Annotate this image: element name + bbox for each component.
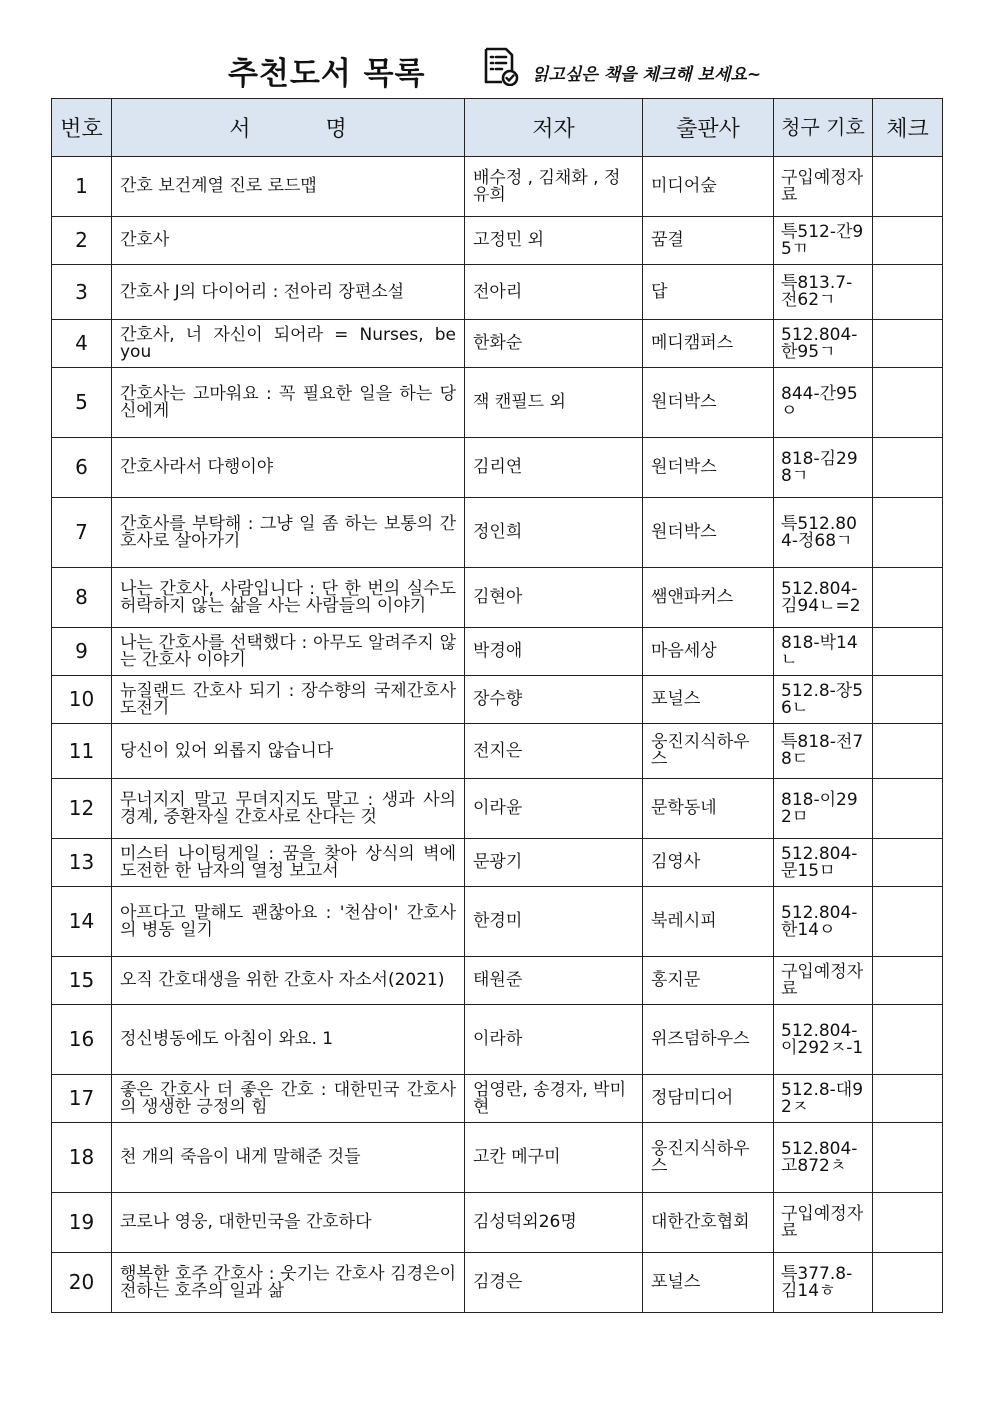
cell-author: 이라윤	[465, 779, 643, 839]
cell-title: 간호사, 너 자신이 되어라 = Nurses, be you	[112, 320, 465, 368]
cell-publisher: 답	[643, 265, 774, 320]
cell-number: 4	[52, 320, 112, 368]
cell-call-number: 512.804-김94ㄴ=2	[774, 568, 873, 628]
cell-author: 전지은	[465, 724, 643, 779]
cell-publisher: 원더박스	[643, 438, 774, 498]
cell-call-number: 특818-전78ㄷ	[774, 724, 873, 779]
cell-publisher: 마음세상	[643, 628, 774, 676]
table-row	[52, 1075, 943, 1123]
cell-title: 정신병동에도 아침이 와요. 1	[112, 1005, 465, 1075]
cell-call-number: 512.8-대92ㅈ	[774, 1075, 873, 1123]
cell-check[interactable]	[873, 1123, 943, 1193]
cell-title: 간호사	[112, 217, 465, 265]
cell-number: 11	[52, 724, 112, 779]
cell-author: 문광기	[465, 839, 643, 887]
cell-call-number: 구입예정자료	[774, 1193, 873, 1253]
page-subtitle: 읽고싶은 책을 체크해 보세요~	[532, 65, 762, 85]
table-row	[52, 265, 943, 320]
cell-call-number: 512.804-문15ㅁ	[774, 839, 873, 887]
cell-author: 고칸 메구미	[465, 1123, 643, 1193]
cell-number: 12	[52, 779, 112, 839]
cell-author: 김현아	[465, 568, 643, 628]
header-number: 번호	[52, 99, 112, 157]
table-row	[52, 1193, 943, 1253]
cell-call-number: 844-간95ㅇ	[774, 368, 873, 438]
cell-author: 한경미	[465, 887, 643, 957]
header-publisher: 출판사	[643, 99, 774, 157]
cell-title: 뉴질랜드 간호사 되기 : 장수향의 국제간호사 도전기	[112, 676, 465, 724]
cell-call-number: 512.804-이292ㅈ-1	[774, 1005, 873, 1075]
cell-check[interactable]	[873, 320, 943, 368]
cell-number: 3	[52, 265, 112, 320]
cell-publisher: 메디캠퍼스	[643, 320, 774, 368]
table-row	[52, 157, 943, 217]
cell-author: 김경은	[465, 1253, 643, 1313]
cell-publisher: 원더박스	[643, 368, 774, 438]
cell-call-number: 구입예정자료	[774, 157, 873, 217]
table-row	[52, 498, 943, 568]
cell-title: 간호 보건계열 진로 로드맵	[112, 157, 465, 217]
cell-check[interactable]	[873, 265, 943, 320]
cell-publisher: 쌤앤파커스	[643, 568, 774, 628]
cell-number: 14	[52, 887, 112, 957]
cell-title: 행복한 호주 간호사 : 웃기는 간호사 김경은이 전하는 호주의 일과 삶	[112, 1253, 465, 1313]
cell-check[interactable]	[873, 628, 943, 676]
cell-title: 천 개의 죽음이 내게 말해준 것들	[112, 1123, 465, 1193]
cell-number: 8	[52, 568, 112, 628]
cell-publisher: 웅진지식하우스	[643, 1123, 774, 1193]
cell-check[interactable]	[873, 438, 943, 498]
cell-title: 간호사는 고마워요 : 꼭 필요한 일을 하는 당신에게	[112, 368, 465, 438]
cell-number: 20	[52, 1253, 112, 1313]
book-list-table	[51, 98, 943, 1313]
cell-number: 19	[52, 1193, 112, 1253]
checklist-document-icon	[480, 46, 520, 86]
cell-title: 아프다고 말해도 괜찮아요 : '천삼이' 간호사의 병동 일기	[112, 887, 465, 957]
cell-check[interactable]	[873, 676, 943, 724]
cell-publisher: 대한간호협회	[643, 1193, 774, 1253]
cell-number: 10	[52, 676, 112, 724]
cell-number: 9	[52, 628, 112, 676]
cell-author: 장수향	[465, 676, 643, 724]
cell-check[interactable]	[873, 157, 943, 217]
cell-publisher: 원더박스	[643, 498, 774, 568]
cell-title: 미스터 나이팅게일 : 꿈을 찾아 상식의 벽에 도전한 한 남자의 열정 보고서	[112, 839, 465, 887]
cell-author: 한화순	[465, 320, 643, 368]
cell-call-number: 512.804-한95ㄱ	[774, 320, 873, 368]
table-row	[52, 1253, 943, 1313]
header-check: 체크	[873, 99, 943, 157]
table-row	[52, 438, 943, 498]
cell-call-number: 818-이292ㅁ	[774, 779, 873, 839]
cell-check[interactable]	[873, 1075, 943, 1123]
cell-check[interactable]	[873, 1005, 943, 1075]
cell-check[interactable]	[873, 498, 943, 568]
cell-check[interactable]	[873, 1193, 943, 1253]
cell-author: 김성덕외26명	[465, 1193, 643, 1253]
cell-author: 이라하	[465, 1005, 643, 1075]
cell-author: 잭 캔필드 외	[465, 368, 643, 438]
cell-call-number: 818-김298ㄱ	[774, 438, 873, 498]
cell-check[interactable]	[873, 724, 943, 779]
cell-number: 16	[52, 1005, 112, 1075]
table-row	[52, 839, 943, 887]
table-row	[52, 724, 943, 779]
cell-call-number: 818-박14ㄴ	[774, 628, 873, 676]
table-row	[52, 676, 943, 724]
cell-call-number: 512.8-장56ㄴ	[774, 676, 873, 724]
cell-publisher: 위즈덤하우스	[643, 1005, 774, 1075]
cell-number: 5	[52, 368, 112, 438]
cell-title: 당신이 있어 외롭지 않습니다	[112, 724, 465, 779]
cell-call-number: 512.804-한14ㅇ	[774, 887, 873, 957]
cell-publisher: 포널스	[643, 676, 774, 724]
cell-publisher: 김영사	[643, 839, 774, 887]
cell-check[interactable]	[873, 217, 943, 265]
cell-publisher: 포널스	[643, 1253, 774, 1313]
cell-check[interactable]	[873, 839, 943, 887]
table-row	[52, 957, 943, 1005]
cell-title: 나는 간호사를 선택했다 : 아무도 알려주지 않는 간호사 이야기	[112, 628, 465, 676]
cell-call-number: 특813.7-전62ㄱ	[774, 265, 873, 320]
cell-title: 나는 간호사, 사람입니다 : 단 한 번의 실수도 허락하지 않는 삶을 사는 사람들의 이야기	[112, 568, 465, 628]
header-title: 서 명	[112, 99, 465, 157]
cell-title: 무너지지 말고 무뎌지지도 말고 : 생과 사의 경계, 중환자실 간호사로 산다는 것	[112, 779, 465, 839]
cell-publisher: 꿈결	[643, 217, 774, 265]
cell-number: 15	[52, 957, 112, 1005]
cell-call-number: 특512.804-정68ㄱ	[774, 498, 873, 568]
table-header-row	[52, 99, 943, 157]
table-row	[52, 568, 943, 628]
cell-author: 엄영란, 송경자, 박미현	[465, 1075, 643, 1123]
cell-title: 간호사 J의 다이어리 : 전아리 장편소설	[112, 265, 465, 320]
cell-publisher: 홍지문	[643, 957, 774, 1005]
cell-number: 6	[52, 438, 112, 498]
cell-author: 김리연	[465, 438, 643, 498]
cell-check[interactable]	[873, 568, 943, 628]
cell-title: 간호사라서 다행이야	[112, 438, 465, 498]
cell-author: 태원준	[465, 957, 643, 1005]
cell-check[interactable]	[873, 957, 943, 1005]
cell-check[interactable]	[873, 1253, 943, 1313]
cell-author: 고정민 외	[465, 217, 643, 265]
cell-number: 18	[52, 1123, 112, 1193]
cell-author: 박경애	[465, 628, 643, 676]
table-row	[52, 1005, 943, 1075]
cell-publisher: 미디어숲	[643, 157, 774, 217]
cell-author: 배수정 , 김채화 , 정유희	[465, 157, 643, 217]
cell-author: 정인희	[465, 498, 643, 568]
cell-number: 2	[52, 217, 112, 265]
page-title: 추천도서 목록	[228, 56, 426, 92]
cell-check[interactable]	[873, 368, 943, 438]
table-row	[52, 368, 943, 438]
cell-publisher: 문학동네	[643, 779, 774, 839]
cell-check[interactable]	[873, 779, 943, 839]
cell-call-number: 특512-간95ㄲ	[774, 217, 873, 265]
header-author: 저자	[465, 99, 643, 157]
cell-call-number: 특377.8-김14ㅎ	[774, 1253, 873, 1313]
table-row	[52, 628, 943, 676]
cell-number: 7	[52, 498, 112, 568]
cell-call-number: 512.804-고872ㅊ	[774, 1123, 873, 1193]
cell-title: 오직 간호대생을 위한 간호사 자소서(2021)	[112, 957, 465, 1005]
header-call-number: 청구 기호	[774, 99, 873, 157]
cell-author: 전아리	[465, 265, 643, 320]
cell-publisher: 웅진지식하우스	[643, 724, 774, 779]
page-header	[0, 38, 992, 98]
cell-call-number: 구입예정자료	[774, 957, 873, 1005]
cell-title: 간호사를 부탁해 : 그냥 일 좀 하는 보통의 간호사로 살아가기	[112, 498, 465, 568]
cell-check[interactable]	[873, 887, 943, 957]
cell-title: 코로나 영웅, 대한민국을 간호하다	[112, 1193, 465, 1253]
cell-number: 17	[52, 1075, 112, 1123]
cell-publisher: 정담미디어	[643, 1075, 774, 1123]
cell-title: 좋은 간호사 더 좋은 간호 : 대한민국 간호사의 생생한 긍정의 힘	[112, 1075, 465, 1123]
table-row	[52, 1123, 943, 1193]
cell-number: 13	[52, 839, 112, 887]
table-row	[52, 779, 943, 839]
cell-number: 1	[52, 157, 112, 217]
table-row	[52, 887, 943, 957]
cell-publisher: 북레시피	[643, 887, 774, 957]
table-row	[52, 320, 943, 368]
table-row	[52, 217, 943, 265]
